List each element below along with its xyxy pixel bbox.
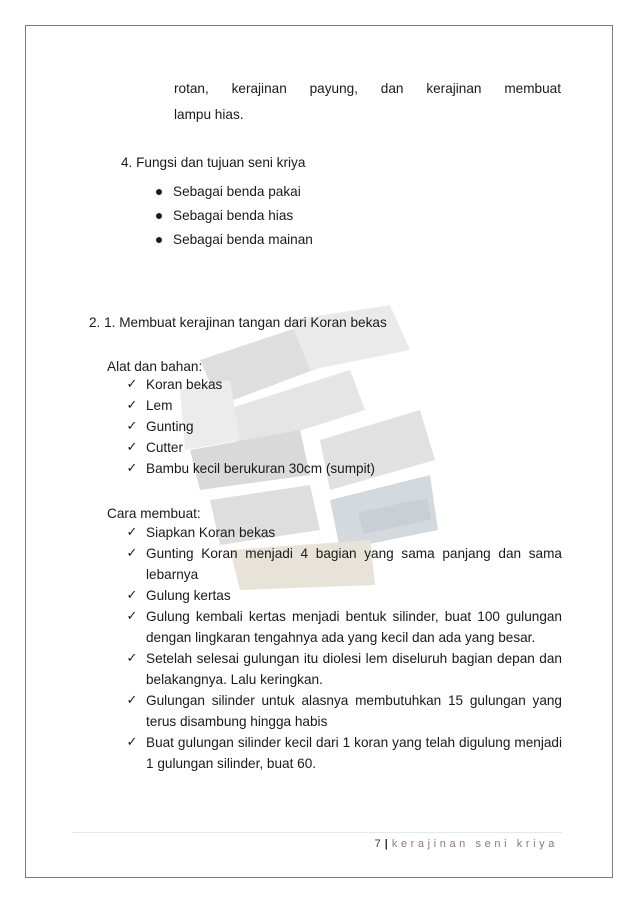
list-item-text: Siapkan Koran bekas <box>146 525 276 540</box>
footer-section-name: kerajinan seni kriya <box>391 838 558 850</box>
bullet-dot-icon <box>156 237 162 243</box>
section-2-heading: 2. 1. Membuat kerajinan tangan dari Koran bekas <box>89 315 387 330</box>
list-item-text: Koran bekas <box>146 377 223 392</box>
checkmark-icon: ✓ <box>126 608 138 624</box>
checkmark-icon: ✓ <box>126 587 138 603</box>
list-item <box>124 606 562 648</box>
word: dan <box>380 81 404 96</box>
list-item <box>124 437 375 458</box>
word: membuat <box>504 81 561 96</box>
fungsi-bullet-list <box>156 183 313 255</box>
footer-rule <box>72 832 562 833</box>
checkmark-icon: ✓ <box>126 692 138 708</box>
list-item-text: Gulungan silinder untuk alasnya membutuhkan 15 gulungan yang terus disambung hingga habis <box>146 693 562 729</box>
checkmark-icon: ✓ <box>126 650 138 666</box>
checkmark-icon: ✓ <box>126 524 138 540</box>
list-item-text: Gunting <box>146 419 194 434</box>
list-item-text: Buat gulungan silinder kecil dari 1 koran yang telah digulung menjadi 1 gulungan silinder, buat 60. <box>146 735 562 771</box>
list-item <box>124 458 375 479</box>
list-item <box>156 207 313 231</box>
checkmark-icon: ✓ <box>126 439 138 455</box>
list-item <box>124 416 375 437</box>
list-item <box>124 690 562 732</box>
word: kerajinan <box>426 81 482 96</box>
word: payung, <box>309 81 358 96</box>
bullet-dot-icon <box>156 213 162 219</box>
alat-bahan-list <box>124 374 375 479</box>
checkmark-icon: ✓ <box>126 734 138 750</box>
cara-membuat-title: Cara membuat: <box>107 506 201 521</box>
list-item-text: Sebagai benda mainan <box>173 232 313 247</box>
list-item <box>156 183 313 207</box>
list-item-text: Gulung kertas <box>146 588 231 603</box>
list-item <box>124 395 375 416</box>
page-number: 7 <box>374 838 381 850</box>
list-item <box>124 732 562 774</box>
continuation-line-1 <box>174 80 561 98</box>
checkmark-icon: ✓ <box>126 545 138 561</box>
bullet-dot-icon <box>156 189 162 195</box>
continuation-line-2: lampu hias. <box>174 107 244 122</box>
list-item-text: Lem <box>146 398 173 413</box>
list-item <box>124 585 562 606</box>
list-item-text: Sebagai benda pakai <box>173 184 301 199</box>
list-item-text: Gunting Koran menjadi 4 bagian yang sama panjang dan sama lebarnya <box>146 546 562 582</box>
cara-membuat-list <box>124 522 562 774</box>
list-item <box>124 374 375 395</box>
checkmark-icon: ✓ <box>126 418 138 434</box>
section-4-heading: 4. Fungsi dan tujuan seni kriya <box>121 155 306 170</box>
page-footer <box>375 838 558 850</box>
alat-bahan-title: Alat dan bahan: <box>107 359 203 374</box>
list-item-text: Bambu kecil berukuran 30cm (sumpit) <box>146 461 375 476</box>
checkmark-icon: ✓ <box>126 376 138 392</box>
list-item <box>124 543 562 585</box>
list-item-text: Gulung kembali kertas menjadi bentuk silinder, buat 100 gulungan dengan lingkaran tengahnya ada yang kecil dan ada yang besar. <box>146 609 562 645</box>
list-item-text: Sebagai benda hias <box>173 208 294 223</box>
list-item-text: Setelah selesai gulungan itu diolesi lem diseluruh bagian depan dan belakangnya. Lalu keringkan. <box>146 651 562 687</box>
list-item <box>124 648 562 690</box>
footer-separator: | <box>384 838 388 850</box>
list-item <box>156 231 313 255</box>
list-item-text: Cutter <box>146 440 184 455</box>
checkmark-icon: ✓ <box>126 397 138 413</box>
word: rotan, <box>174 81 209 96</box>
list-item <box>124 522 562 543</box>
checkmark-icon: ✓ <box>126 460 138 476</box>
word: kerajinan <box>231 81 287 96</box>
